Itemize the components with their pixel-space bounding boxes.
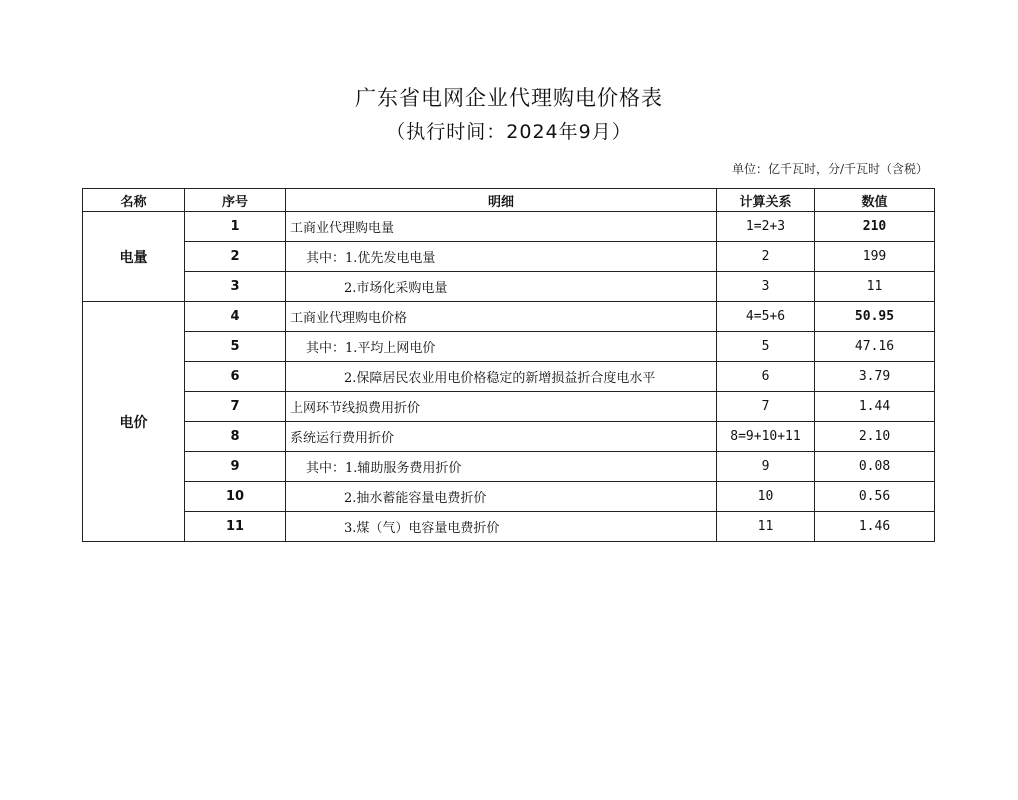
row-calc: 8=9+10+11 (717, 422, 815, 452)
row-value: 3.79 (815, 362, 935, 392)
row-value: 0.08 (815, 452, 935, 482)
row-value: 11 (815, 272, 935, 302)
table-row (83, 392, 935, 422)
row-detail: 其中：1.平均上网电价 (286, 332, 717, 362)
row-value: 47.16 (815, 332, 935, 362)
unit-note: 单位：亿千瓦时，分/千瓦时（含税） (731, 162, 928, 176)
price-table (82, 188, 935, 542)
page-title: 广东省电网企业代理购电价格表 (355, 86, 663, 110)
row-calc: 6 (717, 362, 815, 392)
table-header-row (83, 189, 935, 212)
row-number: 4 (185, 302, 286, 332)
group-name: 电量 (83, 212, 185, 302)
header-name: 名称 (83, 189, 185, 212)
row-calc: 3 (717, 272, 815, 302)
row-value: 1.44 (815, 392, 935, 422)
row-number: 11 (185, 512, 286, 542)
table-row (83, 512, 935, 542)
row-number: 6 (185, 362, 286, 392)
table-row (83, 332, 935, 362)
row-number: 1 (185, 212, 286, 242)
row-number: 3 (185, 272, 286, 302)
row-detail: 上网环节线损费用折价 (286, 392, 717, 422)
table-row (83, 212, 935, 242)
table-row (83, 422, 935, 452)
header-no: 序号 (185, 189, 286, 212)
row-calc: 1=2+3 (717, 212, 815, 242)
table-row (83, 482, 935, 512)
row-detail: 3.煤（气）电容量电费折价 (286, 512, 717, 542)
row-detail: 工商业代理购电价格 (286, 302, 717, 332)
row-detail: 2.保障居民农业用电价格稳定的新增损益折合度电水平 (286, 362, 717, 392)
row-detail: 系统运行费用折价 (286, 422, 717, 452)
table-body (83, 212, 935, 542)
row-number: 7 (185, 392, 286, 422)
row-calc: 4=5+6 (717, 302, 815, 332)
table-row (83, 452, 935, 482)
header-value: 数值 (815, 189, 935, 212)
row-detail: 2.抽水蓄能容量电费折价 (286, 482, 717, 512)
table-row (83, 362, 935, 392)
row-number: 9 (185, 452, 286, 482)
table-row (83, 272, 935, 302)
row-number: 10 (185, 482, 286, 512)
header-detail: 明细 (286, 189, 717, 212)
header-calc: 计算关系 (717, 189, 815, 212)
group-name: 电价 (83, 302, 185, 542)
row-detail: 其中：1.优先发电电量 (286, 242, 717, 272)
row-calc: 9 (717, 452, 815, 482)
row-number: 5 (185, 332, 286, 362)
row-number: 8 (185, 422, 286, 452)
row-value: 199 (815, 242, 935, 272)
row-calc: 5 (717, 332, 815, 362)
page-subtitle: （执行时间：2024年9月） (386, 121, 632, 143)
row-detail: 2.市场化采购电量 (286, 272, 717, 302)
table-row (83, 242, 935, 272)
row-value: 0.56 (815, 482, 935, 512)
row-calc: 2 (717, 242, 815, 272)
row-number: 2 (185, 242, 286, 272)
row-detail: 其中：1.辅助服务费用折价 (286, 452, 717, 482)
row-value: 50.95 (815, 302, 935, 332)
row-calc: 7 (717, 392, 815, 422)
row-value: 1.46 (815, 512, 935, 542)
row-calc: 11 (717, 512, 815, 542)
row-detail: 工商业代理购电量 (286, 212, 717, 242)
row-value: 210 (815, 212, 935, 242)
row-value: 2.10 (815, 422, 935, 452)
table-row (83, 302, 935, 332)
row-calc: 10 (717, 482, 815, 512)
